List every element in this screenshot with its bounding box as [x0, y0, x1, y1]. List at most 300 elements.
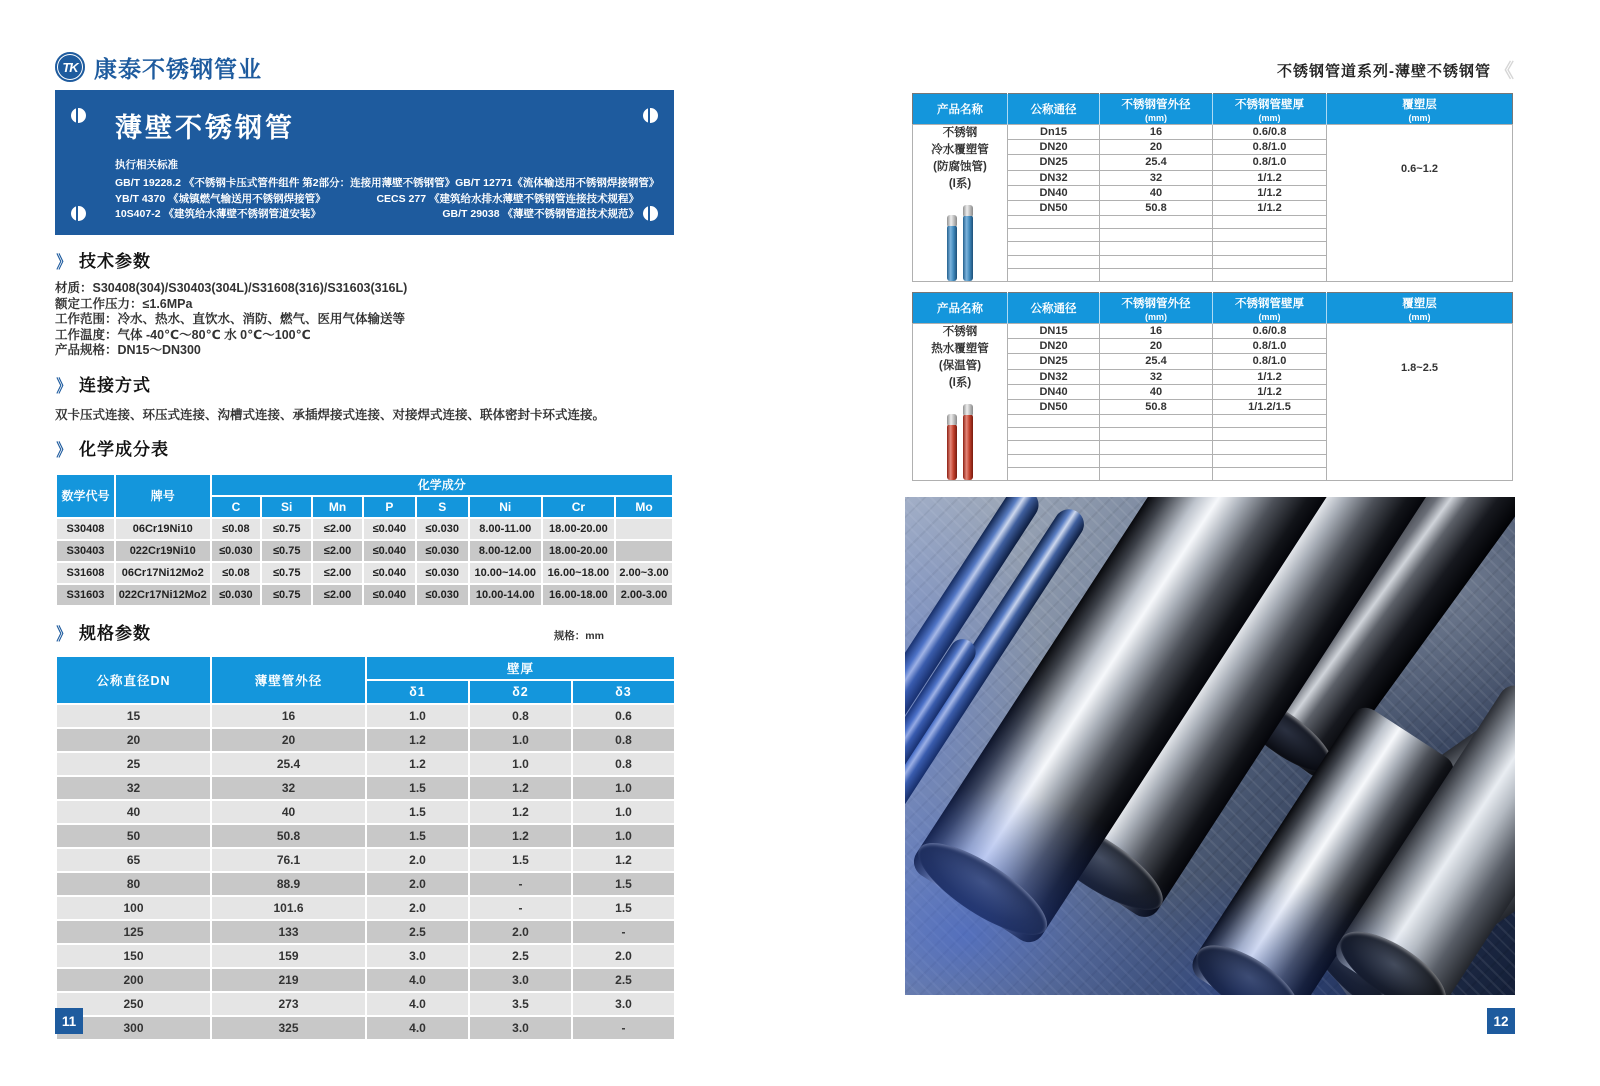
section-heading-tech [55, 251, 674, 273]
split-circle-icon [71, 108, 86, 123]
spec-cell: - [470, 897, 571, 919]
spec-cell: 50.8 [212, 825, 365, 847]
product-table-cell: 0.8/1.0 [1213, 140, 1327, 155]
section-title-spec: 规格参数 [79, 623, 151, 643]
header-unit-label: (mm) [1408, 112, 1431, 123]
chem-cell: S31603 [57, 585, 114, 605]
header-unit-label: (mm) [1145, 311, 1167, 322]
chem-element-header: S [417, 497, 468, 517]
spec-cell: 65 [57, 849, 210, 871]
product-name-line: (I系) [948, 178, 972, 190]
spec-row [57, 897, 674, 919]
chem-cell: ≤2.00 [313, 585, 362, 605]
header-unit-label: (mm) [1258, 112, 1281, 123]
spec-cell: 2.0 [367, 897, 468, 919]
product-table-cell: DN50 [1008, 200, 1100, 215]
tech-spec-line: 工作范围：冷水、热水、直饮水、消防、燃气、医用气体输送等 [55, 312, 406, 327]
product-table-header-row [913, 94, 1513, 125]
tech-spec-line: 产品规格：DN15～DN300 [55, 343, 201, 358]
chem-cell: ≤0.75 [262, 541, 311, 561]
chem-cell: ≤0.75 [262, 585, 311, 605]
chem-cell: S30408 [57, 519, 114, 539]
pipe-illustration-icon [913, 207, 1007, 281]
chem-cell: 022Cr19Ni10 [116, 541, 210, 561]
spec-cell: 0.8 [573, 729, 674, 751]
product-table-header [1008, 293, 1100, 324]
spec-cell: 1.5 [573, 873, 674, 895]
page-number-left: 11 [55, 1008, 83, 1034]
spec-cell: 3.0 [573, 993, 674, 1015]
right-page-header [895, 56, 1515, 83]
standards-note: 执行相关标准 [115, 159, 178, 171]
product-table-header [1100, 94, 1213, 125]
chem-element-header: Mo [616, 497, 672, 517]
header-label: 不锈钢管壁厚 [1235, 297, 1304, 310]
chem-cell: ≤0.08 [212, 519, 261, 539]
chem-element-header: Si [262, 497, 311, 517]
product-table-header [1008, 94, 1100, 125]
standards-row [115, 176, 660, 192]
chem-cell: ≤0.030 [212, 585, 261, 605]
product-name-line: 热水覆塑管 [931, 343, 989, 355]
page-title: 薄壁不锈钢管 [115, 113, 295, 143]
empty-cell [1100, 428, 1213, 441]
product-name-line: 冷水覆塑管 [931, 144, 989, 156]
spec-cell: 1.5 [367, 801, 468, 823]
spec-cell: 1.2 [470, 777, 571, 799]
chem-cell: 022Cr17Ni12Mo2 [116, 585, 210, 605]
empty-cell [1008, 229, 1100, 242]
product-table-cell: 32 [1100, 369, 1213, 384]
empty-cell [1100, 229, 1213, 242]
brand-company-name: 康泰不锈钢管业 [94, 55, 262, 82]
product-table-cell: DN25 [1008, 155, 1100, 170]
standard-left: GB/T 19228.2 《不锈钢卡压式管件组件 第2部分：连接用薄壁不锈钢管》 [115, 177, 456, 189]
standard-right: GB/T 12771《流体输送用不锈钢焊接钢管》 [455, 177, 660, 189]
product-table-cell: 16 [1100, 324, 1213, 339]
chem-cell: ≤0.040 [364, 585, 415, 605]
spec-cell: 325 [212, 1017, 365, 1039]
product-table-cell: 40 [1100, 185, 1213, 200]
chem-cell: 16.00-18.00 [543, 585, 614, 605]
split-circle-icon [71, 206, 86, 221]
pipe-icon [947, 424, 957, 480]
product-table-header-row [913, 293, 1513, 324]
product-table-header [913, 94, 1008, 125]
product-table-cell: Dn15 [1008, 125, 1100, 140]
product-table-cell: DN20 [1008, 339, 1100, 354]
spec-cell: 25.4 [212, 753, 365, 775]
section-heading-chemistry [55, 439, 674, 461]
spec-row [57, 849, 674, 871]
spec-row [57, 729, 674, 751]
empty-cell [1213, 441, 1327, 454]
product-name-cell [913, 324, 1008, 481]
brand-header [55, 50, 674, 84]
header-label: 公称通径 [1030, 303, 1077, 315]
chem-cell: 10.00-14.00 [470, 585, 541, 605]
page-number-right: 12 [1487, 1008, 1515, 1034]
spec-cell: 2.5 [573, 969, 674, 991]
product-table-header [1327, 94, 1513, 125]
empty-cell [1008, 441, 1100, 454]
spec-row [57, 873, 674, 895]
product-table-cell: 0.6/0.8 [1213, 324, 1327, 339]
standards-row [115, 207, 639, 223]
product-table-cell: DN32 [1008, 170, 1100, 185]
spec-cell: 20 [57, 729, 210, 751]
chem-cell: ≤0.030 [417, 585, 468, 605]
empty-cell [1213, 229, 1327, 242]
product-data-row [913, 125, 1513, 140]
product-table-cell: 25.4 [1100, 354, 1213, 369]
spec-cell: 1.0 [470, 753, 571, 775]
spec-cell: 1.0 [573, 825, 674, 847]
empty-cell [1100, 216, 1213, 229]
chem-col-code: 数学代号 [57, 475, 114, 517]
spec-cell: 2.0 [367, 849, 468, 871]
product-table [912, 93, 1513, 282]
empty-cell [1008, 242, 1100, 255]
spec-cell: - [470, 873, 571, 895]
chem-span-header: 化学成分 [212, 475, 673, 495]
spec-cell: 250 [57, 993, 210, 1015]
chem-col-grade: 牌号 [116, 475, 210, 517]
pipe-icon [963, 414, 973, 480]
section-chevron-icon: 》 [56, 624, 71, 644]
standards-row [115, 192, 639, 208]
chem-cell: 18.00-20.00 [543, 541, 614, 561]
spec-cell: 133 [212, 921, 365, 943]
pipe-icon [963, 215, 973, 281]
standard-left: YB/T 4370 《城镇燃气输送用不锈钢焊接管》 [115, 192, 326, 205]
spec-cell: - [573, 1017, 674, 1039]
section-chevron-icon: 》 [56, 440, 71, 460]
chem-cell: ≤0.75 [262, 519, 311, 539]
header-label: 产品名称 [937, 303, 983, 315]
standards-list [115, 176, 660, 223]
product-table-header [1100, 293, 1213, 324]
spec-cell: 1.2 [367, 729, 468, 751]
spec-cell: 16 [212, 705, 365, 727]
spec-cell: 1.2 [470, 801, 571, 823]
product-table-cell: 40 [1100, 384, 1213, 399]
spec-cell: 40 [212, 801, 365, 823]
product-table-cell: 1/1.2/1.5 [1213, 399, 1327, 414]
product-table-cell: 16 [1100, 125, 1213, 140]
standard-left: 10S407-2 《建筑给水薄壁不锈钢管道安装》 [115, 208, 321, 220]
spec-cell: 32 [57, 777, 210, 799]
empty-cell [1008, 428, 1100, 441]
tech-spec-line: 工作温度：气体 -40℃～80℃ 水 0℃～100℃ [55, 327, 311, 342]
product-tables [912, 93, 1512, 483]
chem-cell: 18.00-20.00 [543, 519, 614, 539]
spec-cell: 2.5 [470, 945, 571, 967]
chem-row [57, 585, 672, 605]
empty-cell [1213, 454, 1327, 467]
spec-cell: 2.0 [470, 921, 571, 943]
product-name-line: 不锈钢 [942, 326, 978, 338]
spec-row [57, 969, 674, 991]
chem-cell: ≤0.030 [212, 541, 261, 561]
spec-cell: 40 [57, 801, 210, 823]
spec-cell: 200 [57, 969, 210, 991]
spec-row [57, 705, 674, 727]
header-unit-label: (mm) [1408, 311, 1431, 322]
product-table-cell: DN15 [1008, 324, 1100, 339]
spec-cell: - [573, 921, 674, 943]
empty-cell [1213, 467, 1327, 480]
chem-element-header: Cr [543, 497, 614, 517]
product-table-cell: 1/1.2 [1213, 170, 1327, 185]
brand-logo-icon: TK [55, 52, 85, 82]
product-table-cell: 1/1.2 [1213, 185, 1327, 200]
header-label: 不锈钢管外径 [1121, 98, 1191, 111]
chem-cell: S30403 [57, 541, 114, 561]
spec-cell: 2.0 [573, 945, 674, 967]
empty-cell [1008, 255, 1100, 268]
spec-cell: 76.1 [212, 849, 365, 871]
product-table-cell: DN40 [1008, 384, 1100, 399]
spec-span-header: 壁厚 [367, 657, 674, 679]
header-unit-label: (mm) [1258, 311, 1281, 322]
cover-layer-cell [1327, 125, 1513, 282]
chem-cell: ≤0.030 [417, 519, 468, 539]
chem-cell: ≤0.030 [417, 541, 468, 561]
spec-cell: 50 [57, 825, 210, 847]
spec-cell: 1.2 [470, 825, 571, 847]
header-label: 不锈钢管外径 [1121, 297, 1191, 310]
chem-cell: 8.00-12.00 [470, 541, 541, 561]
pipe-illustration-icon [913, 406, 1007, 480]
spec-cell: 150 [57, 945, 210, 967]
chem-element-header: C [212, 497, 261, 517]
split-circle-icon [643, 206, 658, 221]
chem-cell: ≤0.040 [364, 519, 415, 539]
spec-cell: 80 [57, 873, 210, 895]
chem-cell: ≤2.00 [313, 541, 362, 561]
product-table-cell: 0.6/0.8 [1213, 125, 1327, 140]
spec-cell: 3.0 [367, 945, 468, 967]
product-table-header [1213, 293, 1327, 324]
spec-row [57, 825, 674, 847]
section-title-chemistry: 化学成分表 [79, 439, 169, 459]
product-table-header [1213, 94, 1327, 125]
spec-cell: 1.5 [367, 825, 468, 847]
spec-cell: 159 [212, 945, 365, 967]
header-label: 产品名称 [937, 104, 983, 116]
empty-cell [1100, 415, 1213, 428]
spec-row [57, 921, 674, 943]
spec-cell: 3.0 [470, 969, 571, 991]
chem-cell [616, 519, 672, 539]
empty-cell [1008, 216, 1100, 229]
product-table-cell: 1/1.2 [1213, 200, 1327, 215]
spec-cell: 4.0 [367, 969, 468, 991]
product-table-cell: DN25 [1008, 354, 1100, 369]
empty-cell [1213, 242, 1327, 255]
spec-cell: 0.8 [470, 705, 571, 727]
tech-spec-line: 材质：S30408(304)/S30403(304L)/S31608(316)/S31603(316L) [55, 281, 408, 295]
spec-cell: 273 [212, 993, 365, 1015]
empty-cell [1213, 216, 1327, 229]
product-table-cell: 32 [1100, 170, 1213, 185]
spec-cell: 20 [212, 729, 365, 751]
spec-cell: 1.2 [367, 753, 468, 775]
product-table-cell: 20 [1100, 339, 1213, 354]
spec-cell: 1.0 [470, 729, 571, 751]
tech-spec-line: 额定工作压力：≤1.6MPa [55, 296, 193, 311]
product-name-line: (防腐蚀管) [933, 161, 987, 173]
chem-cell: 2.00~3.00 [616, 563, 672, 583]
spec-row [57, 777, 674, 799]
spec-col-od: 薄壁管外径 [212, 657, 365, 703]
spec-cell: 3.0 [470, 1017, 571, 1039]
empty-cell [1100, 268, 1213, 281]
chem-cell: 8.00-11.00 [470, 519, 541, 539]
spec-row [57, 753, 674, 775]
chem-cell: 06Cr17Ni12Mo2 [116, 563, 210, 583]
section-heading-spec [55, 623, 674, 645]
chem-cell: 16.00~18.00 [543, 563, 614, 583]
empty-cell [1008, 467, 1100, 480]
spec-cell: 300 [57, 1017, 210, 1039]
header-label: 公称通径 [1030, 104, 1077, 116]
header-label: 覆塑层 [1402, 297, 1437, 310]
right-page-header-text: 不锈钢管道系列-薄壁不锈钢管 [1276, 63, 1491, 80]
spec-cell: 0.6 [573, 705, 674, 727]
product-name-cell [913, 125, 1008, 282]
chem-cell: ≤0.040 [364, 541, 415, 561]
spec-cell: 88.9 [212, 873, 365, 895]
spec-row [57, 993, 674, 1015]
product-name-line: (保温管) [938, 360, 982, 372]
title-banner [55, 90, 674, 235]
spec-cell: 1.0 [367, 705, 468, 727]
spec-cell: 1.0 [573, 777, 674, 799]
spec-table [55, 655, 676, 1041]
spec-cell: 4.0 [367, 1017, 468, 1039]
spec-cell: 1.2 [573, 849, 674, 871]
product-table-cell: 0.8/1.0 [1213, 339, 1327, 354]
product-table-cell: 50.8 [1100, 200, 1213, 215]
section-heading-connection [55, 375, 674, 397]
standard-right: CECS 277 《建筑给水排水薄壁不锈钢管连接技术规程》 [376, 192, 639, 205]
product-table-cell: DN32 [1008, 369, 1100, 384]
spec-cell: 219 [212, 969, 365, 991]
chem-element-header: P [364, 497, 415, 517]
spec-cell: 2.0 [367, 873, 468, 895]
spec-unit-note: 规格：mm [553, 629, 604, 642]
spec-cell: 4.0 [367, 993, 468, 1015]
spec-cell: 2.5 [367, 921, 468, 943]
chemistry-table [55, 473, 674, 607]
product-table-cell: 0.8/1.0 [1213, 354, 1327, 369]
spec-cell: 101.6 [212, 897, 365, 919]
section-title-tech: 技术参数 [79, 252, 151, 271]
product-table-cell: DN50 [1008, 399, 1100, 414]
spec-cell: 1.5 [470, 849, 571, 871]
spec-delta-header: δ1 [367, 681, 468, 703]
chem-cell: ≤0.08 [212, 563, 261, 583]
empty-cell [1213, 255, 1327, 268]
spec-cell: 15 [57, 705, 210, 727]
header-label: 覆塑层 [1402, 98, 1437, 111]
cover-layer-value: 1.8~2.5 [1400, 362, 1438, 374]
product-data-row [913, 324, 1513, 339]
empty-cell [1100, 441, 1213, 454]
chem-element-header: Mn [313, 497, 362, 517]
empty-cell [1100, 242, 1213, 255]
product-name-line: 不锈钢 [942, 127, 978, 139]
product-name-line: (I系) [948, 377, 972, 389]
product-table-cell: 50.8 [1100, 399, 1213, 414]
left-page [55, 0, 674, 1041]
chem-row [57, 541, 672, 561]
product-table-cell: 25.4 [1100, 155, 1213, 170]
chem-cell: S31608 [57, 563, 114, 583]
section-chevron-icon: 》 [56, 376, 71, 396]
connection-text: 双卡压式连接、环压式连接、沟槽式连接、承插焊接式连接、对接焊式连接、联体密封卡环式连接。 [55, 407, 606, 422]
spec-cell: 32 [212, 777, 365, 799]
spec-delta-header: δ3 [573, 681, 674, 703]
empty-cell [1213, 415, 1327, 428]
split-circle-icon [643, 108, 658, 123]
chem-cell: 2.00-3.00 [616, 585, 672, 605]
product-table-cell: 20 [1100, 140, 1213, 155]
chem-cell: ≤0.030 [417, 563, 468, 583]
section-chevron-icon: 》 [56, 253, 71, 272]
spec-cell: 0.8 [573, 753, 674, 775]
section-title-connection: 连接方式 [79, 375, 151, 395]
empty-cell [1100, 467, 1213, 480]
empty-cell [1008, 268, 1100, 281]
spec-row [57, 801, 674, 823]
standard-right: GB/T 29038 《薄壁不锈钢管道技术规范》 [442, 208, 639, 220]
spec-cell: 3.5 [470, 993, 571, 1015]
spec-cell: 100 [57, 897, 210, 919]
tech-spec-lines [55, 281, 674, 359]
product-table-cell: 0.8/1.0 [1213, 155, 1327, 170]
product-table-header [1327, 293, 1513, 324]
spec-cell: 25 [57, 753, 210, 775]
cover-layer-value: 0.6~1.2 [1400, 163, 1438, 175]
product-table-cell: 1/1.2 [1213, 369, 1327, 384]
chem-cell: ≤0.040 [364, 563, 415, 583]
spec-cell: 1.0 [573, 801, 674, 823]
empty-cell [1213, 428, 1327, 441]
spec-cell: 1.5 [573, 897, 674, 919]
header-unit-label: (mm) [1145, 112, 1167, 123]
empty-cell [1008, 454, 1100, 467]
cover-layer-cell [1327, 324, 1513, 481]
spec-row [57, 945, 674, 967]
pipes-photo [905, 497, 1515, 995]
header-label: 不锈钢管壁厚 [1235, 98, 1304, 111]
empty-cell [1008, 415, 1100, 428]
spec-cell: 1.5 [367, 777, 468, 799]
chem-row [57, 563, 672, 583]
spec-row [57, 1017, 674, 1039]
chem-cell: ≤2.00 [313, 519, 362, 539]
chem-row [57, 519, 672, 539]
chem-cell [616, 541, 672, 561]
empty-cell [1100, 255, 1213, 268]
spec-col-dn: 公称直径DN [57, 657, 210, 703]
spec-delta-header: δ2 [470, 681, 571, 703]
product-table [912, 292, 1513, 481]
header-ornament-icon: 《 [1494, 61, 1515, 82]
